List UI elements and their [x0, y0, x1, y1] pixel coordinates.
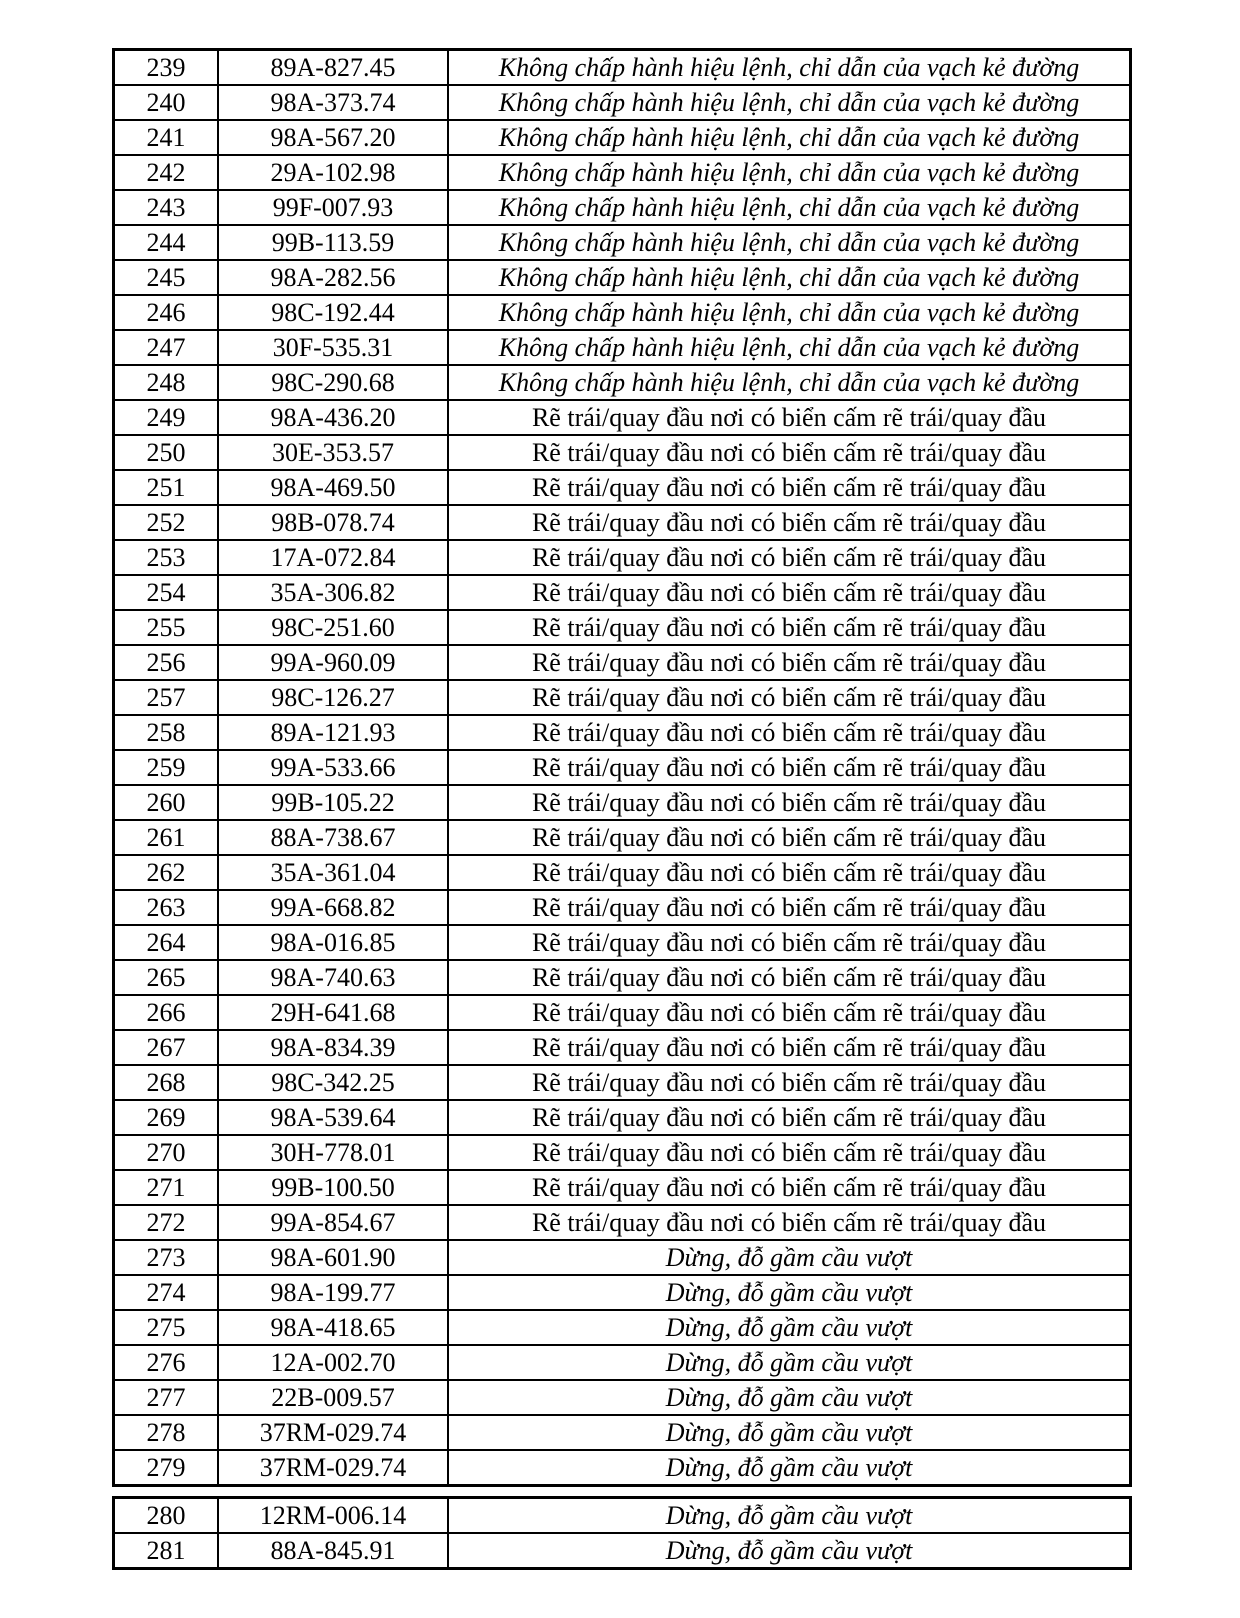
table-row [114, 785, 1131, 820]
table-row [114, 365, 1131, 400]
plate-cell: 89A-121.93 [218, 715, 448, 750]
violation-cell: Rẽ trái/quay đầu nơi có biển cấm rẽ trái/quay đầu [448, 855, 1131, 890]
table-row [114, 1380, 1131, 1415]
violation-cell: Không chấp hành hiệu lệnh, chỉ dẫn của vạch kẻ đường [448, 330, 1131, 365]
row-number-cell: 275 [114, 1310, 219, 1345]
plate-cell: 30F-535.31 [218, 330, 448, 365]
table-row [114, 680, 1131, 715]
row-number-cell: 247 [114, 330, 219, 365]
violation-cell: Không chấp hành hiệu lệnh, chỉ dẫn của vạch kẻ đường [448, 295, 1131, 330]
row-number-cell: 243 [114, 190, 219, 225]
plate-cell: 99F-007.93 [218, 190, 448, 225]
row-number-cell: 249 [114, 400, 219, 435]
violation-cell: Dừng, đỗ gầm cầu vượt [448, 1533, 1131, 1569]
table-row [114, 470, 1131, 505]
plate-cell: 12A-002.70 [218, 1345, 448, 1380]
row-number-cell: 272 [114, 1205, 219, 1240]
violation-cell: Dừng, đỗ gầm cầu vượt [448, 1345, 1131, 1380]
violations-table-container [112, 48, 1106, 1570]
table-row [114, 995, 1131, 1030]
table-row [114, 1345, 1131, 1380]
plate-cell: 29H-641.68 [218, 995, 448, 1030]
row-number-cell: 274 [114, 1275, 219, 1310]
table-row [114, 1240, 1131, 1275]
violations-table-main [112, 48, 1132, 1487]
violation-cell: Rẽ trái/quay đầu nơi có biển cấm rẽ trái/quay đầu [448, 960, 1131, 995]
row-number-cell: 271 [114, 1170, 219, 1205]
violation-cell: Rẽ trái/quay đầu nơi có biển cấm rẽ trái/quay đầu [448, 1030, 1131, 1065]
plate-cell: 98A-418.65 [218, 1310, 448, 1345]
plate-cell: 99B-105.22 [218, 785, 448, 820]
row-number-cell: 258 [114, 715, 219, 750]
plate-cell: 98A-539.64 [218, 1100, 448, 1135]
violation-cell: Rẽ trái/quay đầu nơi có biển cấm rẽ trái/quay đầu [448, 1205, 1131, 1240]
table-row [114, 1030, 1131, 1065]
violation-cell: Không chấp hành hiệu lệnh, chỉ dẫn của vạch kẻ đường [448, 190, 1131, 225]
violation-cell: Không chấp hành hiệu lệnh, chỉ dẫn của vạch kẻ đường [448, 85, 1131, 120]
plate-cell: 98A-282.56 [218, 260, 448, 295]
plate-cell: 35A-306.82 [218, 575, 448, 610]
violation-cell: Rẽ trái/quay đầu nơi có biển cấm rẽ trái/quay đầu [448, 925, 1131, 960]
table-row [114, 400, 1131, 435]
row-number-cell: 261 [114, 820, 219, 855]
table-row [114, 330, 1131, 365]
violation-cell: Không chấp hành hiệu lệnh, chỉ dẫn của vạch kẻ đường [448, 155, 1131, 190]
plate-cell: 89A-827.45 [218, 50, 448, 86]
violation-cell: Dừng, đỗ gầm cầu vượt [448, 1310, 1131, 1345]
plate-cell: 29A-102.98 [218, 155, 448, 190]
table-row [114, 225, 1131, 260]
violation-cell: Rẽ trái/quay đầu nơi có biển cấm rẽ trái/quay đầu [448, 610, 1131, 645]
row-number-cell: 260 [114, 785, 219, 820]
row-number-cell: 244 [114, 225, 219, 260]
violation-cell: Rẽ trái/quay đầu nơi có biển cấm rẽ trái/quay đầu [448, 575, 1131, 610]
row-number-cell: 273 [114, 1240, 219, 1275]
violation-cell: Dừng, đỗ gầm cầu vượt [448, 1498, 1131, 1534]
violation-cell: Rẽ trái/quay đầu nơi có biển cấm rẽ trái/quay đầu [448, 645, 1131, 680]
table-row [114, 960, 1131, 995]
plate-cell: 99A-533.66 [218, 750, 448, 785]
plate-cell: 98C-290.68 [218, 365, 448, 400]
table-row [114, 1310, 1131, 1345]
plate-cell: 98A-373.74 [218, 85, 448, 120]
violation-cell: Dừng, đỗ gầm cầu vượt [448, 1240, 1131, 1275]
row-number-cell: 264 [114, 925, 219, 960]
violation-cell: Rẽ trái/quay đầu nơi có biển cấm rẽ trái/quay đầu [448, 540, 1131, 575]
table-row [114, 1100, 1131, 1135]
violation-cell: Dừng, đỗ gầm cầu vượt [448, 1450, 1131, 1486]
table-row [114, 190, 1131, 225]
violations-table-bottom [112, 1496, 1132, 1570]
table-row [114, 50, 1131, 86]
table-row [114, 155, 1131, 190]
violations-table-body-main [114, 50, 1131, 1486]
plate-cell: 98A-601.90 [218, 1240, 448, 1275]
table-row [114, 855, 1131, 890]
row-number-cell: 256 [114, 645, 219, 680]
plate-cell: 88A-845.91 [218, 1533, 448, 1569]
plate-cell: 17A-072.84 [218, 540, 448, 575]
violation-cell: Không chấp hành hiệu lệnh, chỉ dẫn của vạch kẻ đường [448, 225, 1131, 260]
table-row [114, 1275, 1131, 1310]
table-row [114, 1205, 1131, 1240]
violation-cell: Rẽ trái/quay đầu nơi có biển cấm rẽ trái/quay đầu [448, 1100, 1131, 1135]
row-number-cell: 239 [114, 50, 219, 86]
plate-cell: 22B-009.57 [218, 1380, 448, 1415]
row-number-cell: 251 [114, 470, 219, 505]
row-number-cell: 279 [114, 1450, 219, 1486]
row-number-cell: 240 [114, 85, 219, 120]
plate-cell: 37RM-029.74 [218, 1415, 448, 1450]
row-number-cell: 281 [114, 1533, 219, 1569]
plate-cell: 99B-100.50 [218, 1170, 448, 1205]
violation-cell: Rẽ trái/quay đầu nơi có biển cấm rẽ trái/quay đầu [448, 680, 1131, 715]
table-row [114, 645, 1131, 680]
table-row [114, 1135, 1131, 1170]
violation-cell: Không chấp hành hiệu lệnh, chỉ dẫn của vạch kẻ đường [448, 260, 1131, 295]
violation-cell: Dừng, đỗ gầm cầu vượt [448, 1275, 1131, 1310]
row-number-cell: 259 [114, 750, 219, 785]
table-row [114, 820, 1131, 855]
table-row [114, 1065, 1131, 1100]
plate-cell: 98A-199.77 [218, 1275, 448, 1310]
violation-cell: Không chấp hành hiệu lệnh, chỉ dẫn của vạch kẻ đường [448, 120, 1131, 155]
row-number-cell: 280 [114, 1498, 219, 1534]
row-number-cell: 276 [114, 1345, 219, 1380]
table-row [114, 85, 1131, 120]
row-number-cell: 253 [114, 540, 219, 575]
plate-cell: 35A-361.04 [218, 855, 448, 890]
violation-cell: Không chấp hành hiệu lệnh, chỉ dẫn của vạch kẻ đường [448, 365, 1131, 400]
violation-cell: Rẽ trái/quay đầu nơi có biển cấm rẽ trái/quay đầu [448, 505, 1131, 540]
violation-cell: Rẽ trái/quay đầu nơi có biển cấm rẽ trái/quay đầu [448, 750, 1131, 785]
row-number-cell: 241 [114, 120, 219, 155]
row-number-cell: 262 [114, 855, 219, 890]
violation-cell: Rẽ trái/quay đầu nơi có biển cấm rẽ trái/quay đầu [448, 435, 1131, 470]
row-number-cell: 255 [114, 610, 219, 645]
plate-cell: 98B-078.74 [218, 505, 448, 540]
plate-cell: 30E-353.57 [218, 435, 448, 470]
table-row [114, 925, 1131, 960]
plate-cell: 99B-113.59 [218, 225, 448, 260]
plate-cell: 98A-436.20 [218, 400, 448, 435]
violation-cell: Rẽ trái/quay đầu nơi có biển cấm rẽ trái/quay đầu [448, 715, 1131, 750]
table-row [114, 540, 1131, 575]
row-number-cell: 257 [114, 680, 219, 715]
row-number-cell: 270 [114, 1135, 219, 1170]
plate-cell: 98C-342.25 [218, 1065, 448, 1100]
violations-table-body-bottom [114, 1498, 1131, 1569]
plate-cell: 37RM-029.74 [218, 1450, 448, 1486]
plate-cell: 98C-192.44 [218, 295, 448, 330]
row-number-cell: 248 [114, 365, 219, 400]
violation-cell: Rẽ trái/quay đầu nơi có biển cấm rẽ trái/quay đầu [448, 785, 1131, 820]
row-number-cell: 278 [114, 1415, 219, 1450]
plate-cell: 98A-740.63 [218, 960, 448, 995]
row-number-cell: 265 [114, 960, 219, 995]
row-number-cell: 250 [114, 435, 219, 470]
table-row [114, 505, 1131, 540]
table-row [114, 750, 1131, 785]
row-number-cell: 245 [114, 260, 219, 295]
table-row [114, 575, 1131, 610]
plate-cell: 98A-834.39 [218, 1030, 448, 1065]
row-number-cell: 246 [114, 295, 219, 330]
row-number-cell: 268 [114, 1065, 219, 1100]
violation-cell: Rẽ trái/quay đầu nơi có biển cấm rẽ trái/quay đầu [448, 820, 1131, 855]
table-row [114, 295, 1131, 330]
row-number-cell: 263 [114, 890, 219, 925]
violation-cell: Rẽ trái/quay đầu nơi có biển cấm rẽ trái/quay đầu [448, 400, 1131, 435]
row-number-cell: 269 [114, 1100, 219, 1135]
plate-cell: 12RM-006.14 [218, 1498, 448, 1534]
plate-cell: 88A-738.67 [218, 820, 448, 855]
table-row [114, 610, 1131, 645]
violation-cell: Dừng, đỗ gầm cầu vượt [448, 1415, 1131, 1450]
row-number-cell: 242 [114, 155, 219, 190]
row-number-cell: 267 [114, 1030, 219, 1065]
table-row [114, 435, 1131, 470]
plate-cell: 99A-668.82 [218, 890, 448, 925]
table-row [114, 120, 1131, 155]
plate-cell: 98C-251.60 [218, 610, 448, 645]
row-number-cell: 277 [114, 1380, 219, 1415]
violation-cell: Rẽ trái/quay đầu nơi có biển cấm rẽ trái/quay đầu [448, 1170, 1131, 1205]
table-row [114, 260, 1131, 295]
violation-cell: Rẽ trái/quay đầu nơi có biển cấm rẽ trái/quay đầu [448, 470, 1131, 505]
violation-cell: Rẽ trái/quay đầu nơi có biển cấm rẽ trái/quay đầu [448, 995, 1131, 1030]
plate-cell: 30H-778.01 [218, 1135, 448, 1170]
plate-cell: 99A-854.67 [218, 1205, 448, 1240]
row-number-cell: 252 [114, 505, 219, 540]
violation-cell: Dừng, đỗ gầm cầu vượt [448, 1380, 1131, 1415]
row-number-cell: 254 [114, 575, 219, 610]
table-row [114, 890, 1131, 925]
table-row [114, 1415, 1131, 1450]
plate-cell: 98A-016.85 [218, 925, 448, 960]
violation-cell: Rẽ trái/quay đầu nơi có biển cấm rẽ trái/quay đầu [448, 1065, 1131, 1100]
plate-cell: 98A-469.50 [218, 470, 448, 505]
row-number-cell: 266 [114, 995, 219, 1030]
table-row [114, 1170, 1131, 1205]
plate-cell: 98C-126.27 [218, 680, 448, 715]
table-row [114, 1533, 1131, 1569]
table-row [114, 715, 1131, 750]
plate-cell: 98A-567.20 [218, 120, 448, 155]
table-row [114, 1498, 1131, 1534]
table-row [114, 1450, 1131, 1486]
violation-cell: Không chấp hành hiệu lệnh, chỉ dẫn của vạch kẻ đường [448, 50, 1131, 86]
violation-cell: Rẽ trái/quay đầu nơi có biển cấm rẽ trái/quay đầu [448, 890, 1131, 925]
plate-cell: 99A-960.09 [218, 645, 448, 680]
violation-cell: Rẽ trái/quay đầu nơi có biển cấm rẽ trái/quay đầu [448, 1135, 1131, 1170]
